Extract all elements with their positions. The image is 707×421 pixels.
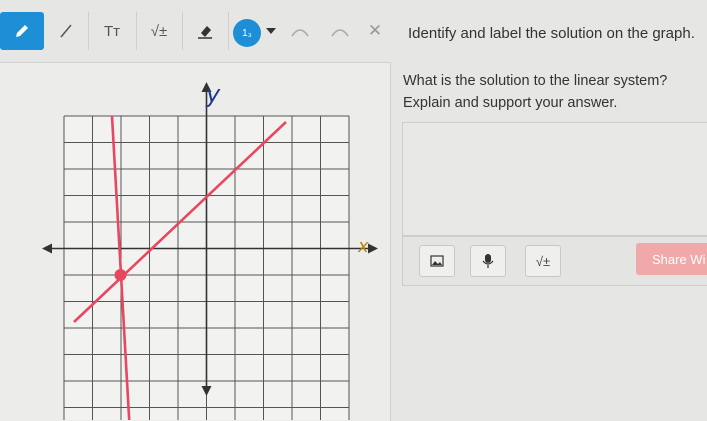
share-button-label: Share Wi <box>652 251 706 267</box>
answer-textarea[interactable] <box>402 122 707 236</box>
text-tool-label: Tт <box>103 22 121 40</box>
math-tool[interactable] <box>136 12 183 50</box>
x-axis-label: x <box>358 236 369 257</box>
question-line-2: Explain and support your answer. <box>403 95 618 111</box>
pen-tool[interactable] <box>0 12 44 50</box>
redo-icon <box>329 24 351 38</box>
record-audio-button[interactable] <box>470 245 506 277</box>
microphone-icon <box>482 253 494 269</box>
eraser-icon <box>195 21 215 41</box>
color-picker-label: 1₃ <box>242 27 252 39</box>
insert-image-button[interactable] <box>419 245 455 277</box>
color-dropdown[interactable] <box>262 12 280 50</box>
eraser-tool[interactable] <box>182 12 229 50</box>
question-line-1: What is the solution to the linear system? <box>403 73 668 89</box>
x-axis-arrow-right <box>368 244 378 254</box>
color-picker-button[interactable] <box>233 19 261 47</box>
coordinate-graph[interactable] <box>0 62 390 420</box>
image-icon <box>430 255 444 267</box>
text-tool[interactable] <box>88 12 137 50</box>
close-icon: ✕ <box>367 21 383 40</box>
solution-point <box>115 269 127 281</box>
redo-button[interactable] <box>322 12 358 50</box>
undo-button[interactable] <box>282 12 318 50</box>
math-tool-label: √± <box>150 22 168 40</box>
insert-math-button[interactable] <box>525 245 561 277</box>
pen-icon <box>13 22 31 40</box>
x-axis-arrow-left <box>42 244 52 254</box>
close-button[interactable] <box>360 12 390 50</box>
undo-icon <box>289 24 311 38</box>
y-axis-label: y <box>206 80 221 108</box>
share-button[interactable] <box>636 243 707 275</box>
instruction-text: Identify and label the solution on the graph. <box>408 25 695 42</box>
math-icon: √± <box>535 253 551 269</box>
drawing-toolbar <box>0 0 400 62</box>
line-icon <box>57 22 75 40</box>
question-text <box>403 70 667 114</box>
caret-down-icon <box>265 26 277 36</box>
line-tool[interactable] <box>44 12 89 50</box>
